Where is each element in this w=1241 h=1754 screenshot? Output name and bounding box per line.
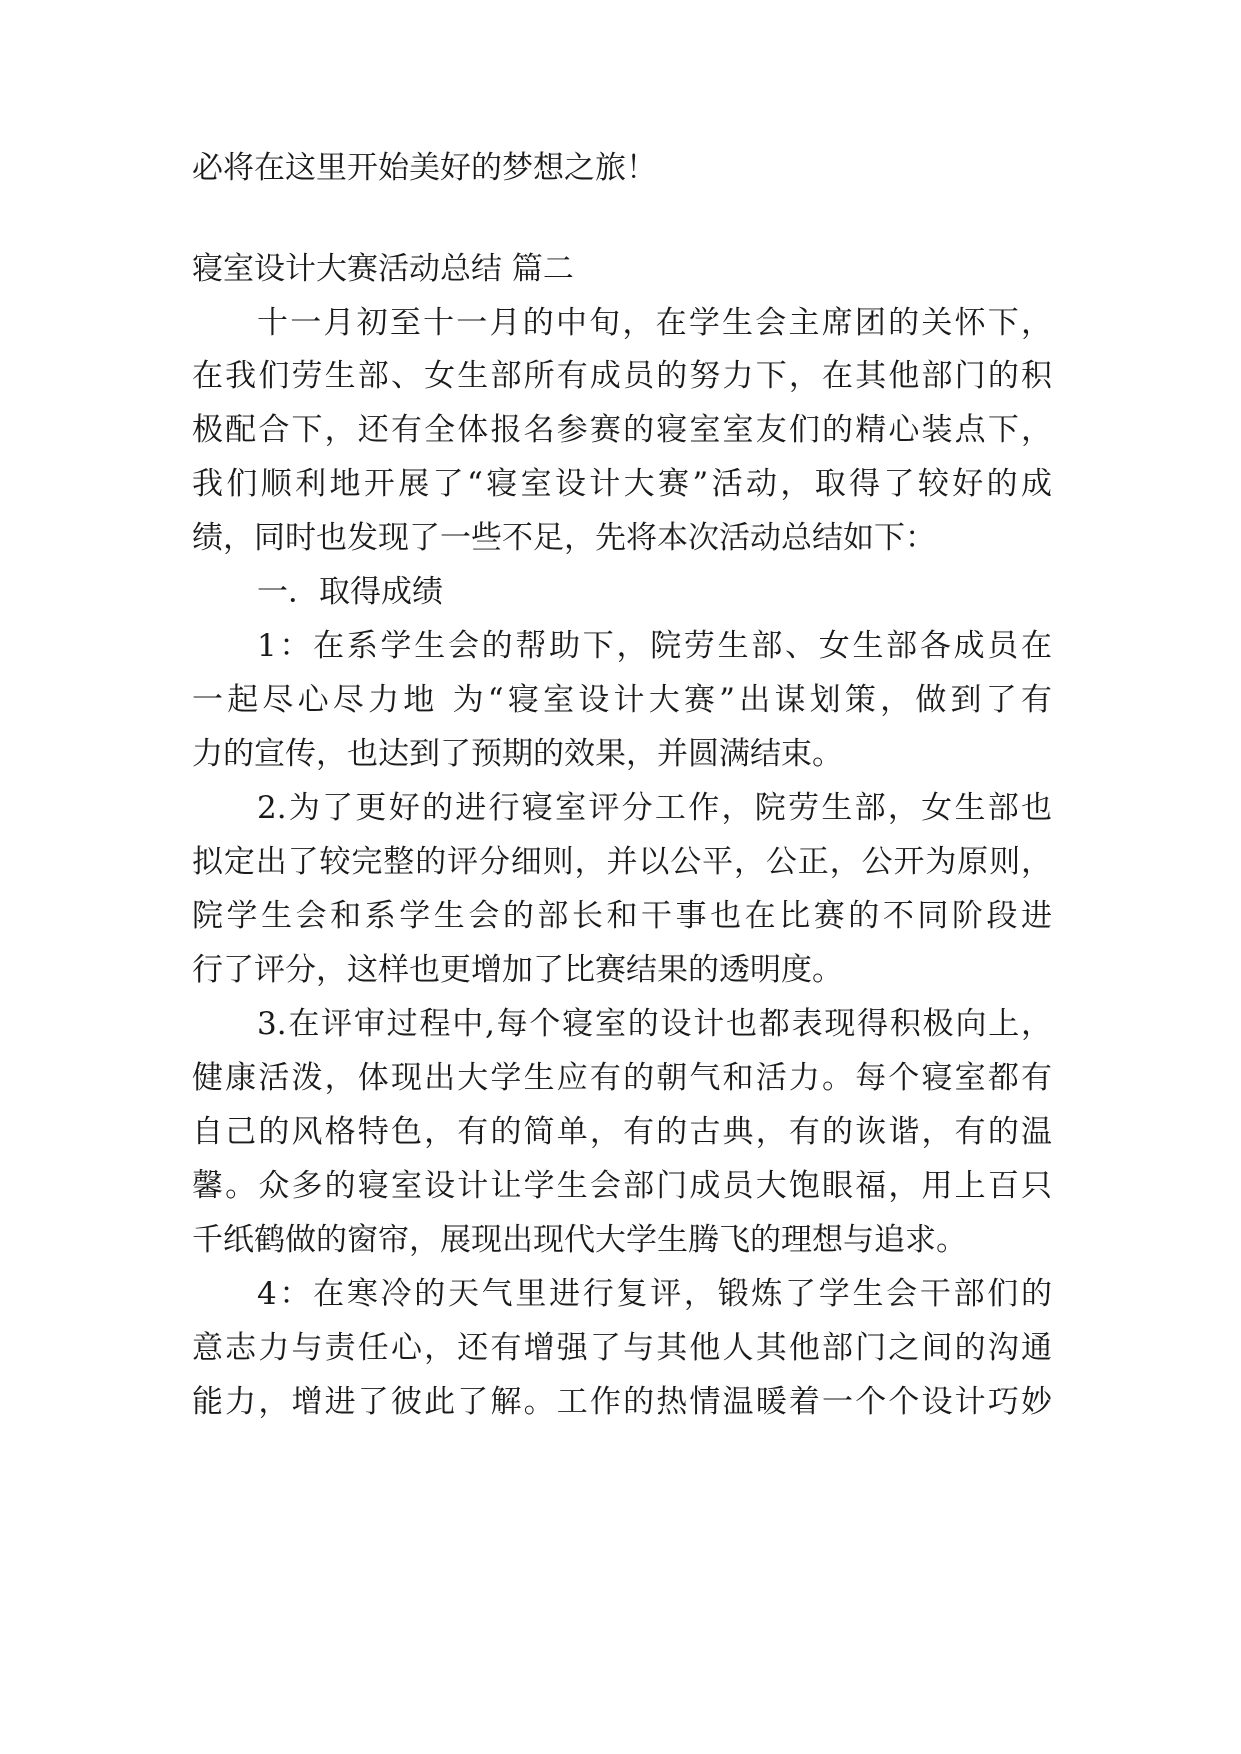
paragraph-line: 一起尽心尽力地 为“寝室设计大赛”出谋划策，做到了有	[192, 682, 1052, 718]
paragraph-line: 在我们劳生部、女生部所有成员的努力下，在其他部门的积	[192, 358, 1052, 394]
paragraph-line: 十一月初至十一月的中旬，在学生会主席团的关怀下，	[257, 305, 1052, 341]
paragraph-line: 千纸鹤做的窗帘，展现出现代大学生腾飞的理想与追求。	[192, 1222, 967, 1258]
paragraph-line: 行了评分，这样也更增加了比赛结果的透明度。	[192, 952, 843, 988]
paragraph-line: 4：在寒冷的天气里进行复评，锻炼了学生会干部们的	[257, 1276, 1052, 1312]
paragraph-line: 绩，同时也发现了一些不足，先将本次活动总结如下：	[192, 520, 936, 556]
paragraph-line: 馨。众多的寝室设计让学生会部门成员大饱眼福，用上百只	[192, 1168, 1052, 1204]
intro-tail-line: 必将在这里开始美好的梦想之旅！	[192, 150, 657, 186]
section-heading: 寝室设计大赛活动总结 篇二	[192, 251, 574, 287]
subsection-heading: 一．取得成绩	[257, 574, 443, 610]
paragraph-line: 力的宣传，也达到了预期的效果，并圆满结束。	[192, 736, 843, 772]
paragraph-line: 1：在系学生会的帮助下，院劳生部、女生部各成员在	[257, 628, 1052, 664]
paragraph-line: 健康活泼，体现出大学生应有的朝气和活力。每个寝室都有	[192, 1060, 1052, 1096]
paragraph-line: 院学生会和系学生会的部长和干事也在比赛的不同阶段进	[192, 898, 1052, 934]
paragraph-line: 3.在评审过程中,每个寝室的设计也都表现得积极向上，	[257, 1006, 1052, 1042]
paragraph-line: 意志力与责任心，还有增强了与其他人其他部门之间的沟通	[192, 1330, 1052, 1366]
paragraph-line: 拟定出了较完整的评分细则，并以公平，公正，公开为原则，	[192, 844, 1052, 880]
paragraph-line: 能力，增进了彼此了解。工作的热情温暖着一个个设计巧妙	[192, 1384, 1052, 1420]
paragraph-line: 我们顺利地开展了“寝室设计大赛”活动，取得了较好的成	[192, 466, 1052, 502]
paragraph-line: 自己的风格特色，有的简单，有的古典，有的诙谐，有的温	[192, 1114, 1052, 1150]
paragraph-line: 2.为了更好的进行寝室评分工作，院劳生部，女生部也	[257, 790, 1052, 826]
paragraph-line: 极配合下，还有全体报名参赛的寝室室友们的精心装点下，	[192, 412, 1052, 448]
